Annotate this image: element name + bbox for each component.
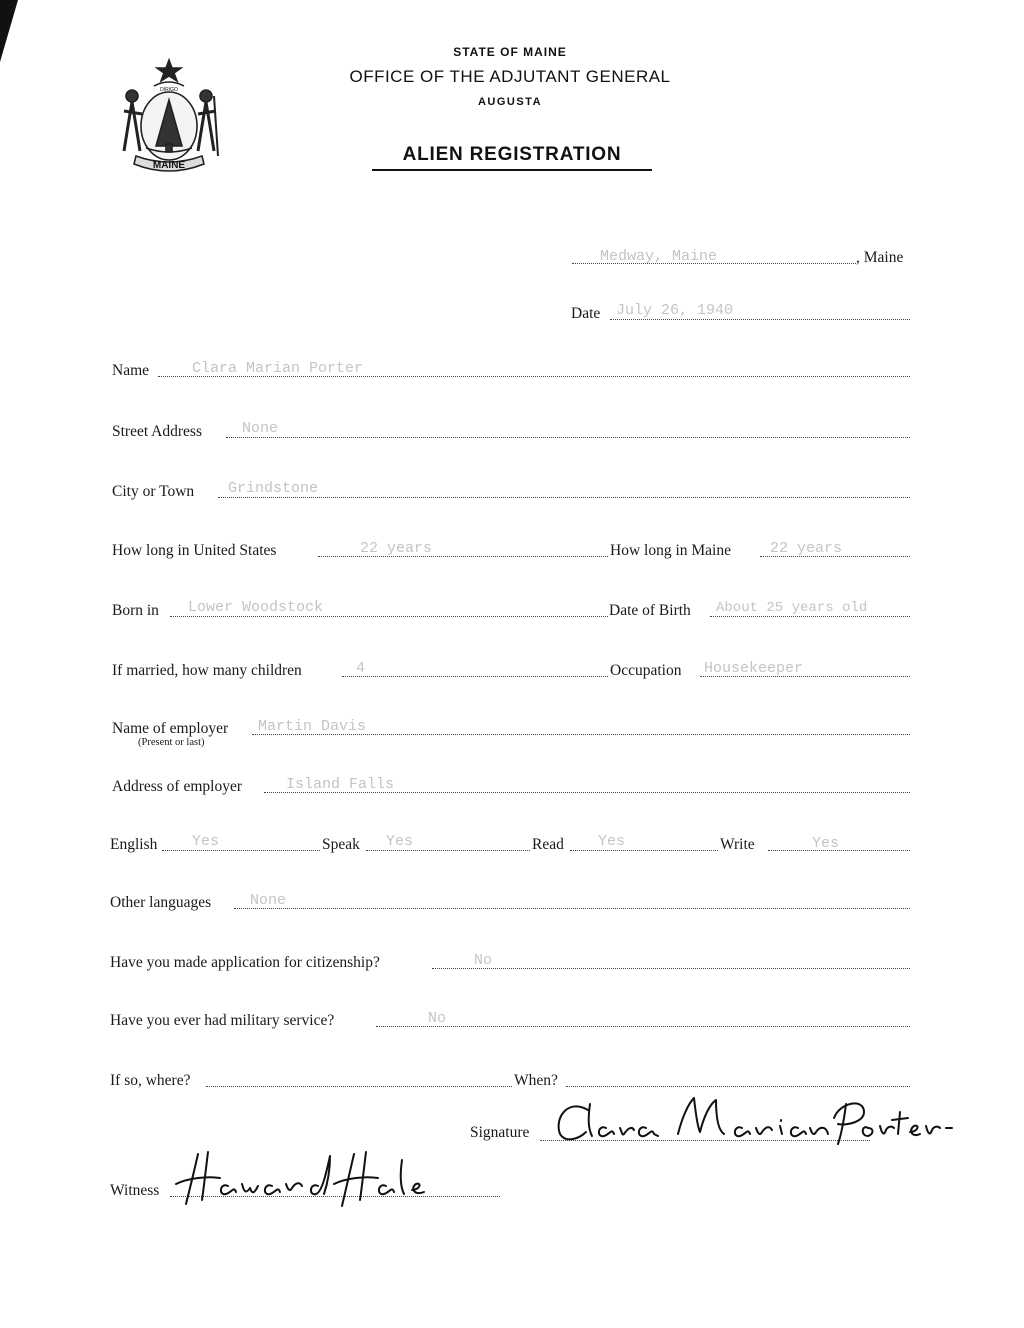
town-value: Medway, Maine — [600, 248, 718, 265]
other-languages-label: Other languages — [110, 894, 212, 911]
header-office: OFFICE OF THE ADJUTANT GENERAL — [349, 67, 671, 86]
military-label: Have you ever had military service? — [110, 1012, 335, 1029]
date-label: Date — [571, 305, 601, 322]
street-value: None — [242, 420, 279, 437]
name-label: Name — [112, 362, 150, 379]
employer-address-value: Island Falls — [286, 776, 395, 793]
speak-value: Yes — [386, 833, 414, 850]
street-line — [226, 437, 910, 438]
witness-handwriting — [168, 1144, 468, 1216]
speak-line — [366, 850, 530, 851]
employer-address-label: Address of employer — [112, 778, 242, 795]
where-label: If so, where? — [110, 1072, 191, 1089]
dob-line — [710, 616, 910, 617]
form-title: ALIEN REGISTRATION — [372, 144, 652, 171]
header-state: STATE OF MAINE — [453, 45, 567, 59]
date-value: July 26, 1940 — [616, 302, 734, 319]
seal-motto: DIRIGO — [160, 87, 178, 93]
us-years-label: How long in United States — [112, 542, 277, 559]
military-value: No — [428, 1010, 447, 1027]
town-suffix: , Maine — [856, 249, 904, 266]
citizenship-label: Have you made application for citizenship? — [110, 954, 380, 971]
military-line — [376, 1026, 910, 1027]
read-label: Read — [532, 836, 564, 853]
maine-state-seal — [114, 56, 224, 186]
city-line — [218, 497, 910, 498]
employer-sublabel: (Present or last) — [138, 737, 205, 748]
signature-handwriting — [548, 1088, 968, 1158]
employer-label: Name of employer — [112, 720, 229, 737]
seal-text: MAINE — [152, 160, 186, 171]
citizenship-value: No — [474, 952, 493, 969]
english-value: Yes — [192, 833, 220, 850]
occupation-label: Occupation — [610, 662, 682, 679]
when-line — [566, 1086, 910, 1087]
name-value: Clara Marian Porter — [192, 360, 364, 377]
children-value: 4 — [356, 660, 366, 677]
employer-value: Martin Davis — [258, 718, 367, 735]
city-value: Grindstone — [228, 480, 319, 497]
maine-years-value: 22 years — [770, 540, 843, 557]
maine-years-label: How long in Maine — [610, 542, 731, 559]
read-value: Yes — [598, 833, 626, 850]
english-label: English — [110, 836, 158, 853]
english-line — [162, 850, 320, 851]
write-label: Write — [720, 836, 755, 853]
occupation-value: Housekeeper — [704, 660, 804, 677]
us-years-value: 22 years — [360, 540, 433, 557]
other-languages-line — [234, 908, 910, 909]
children-label: If married, how many children — [112, 662, 302, 679]
other-languages-value: None — [250, 892, 287, 909]
header-city: AUGUSTA — [477, 96, 543, 108]
date-line — [610, 319, 910, 320]
born-label: Born in — [112, 602, 159, 619]
city-label: City or Town — [112, 483, 195, 500]
witness-label: Witness — [110, 1182, 160, 1199]
when-label: When? — [514, 1072, 558, 1089]
read-line — [570, 850, 718, 851]
citizenship-line — [432, 968, 910, 969]
where-line — [206, 1086, 512, 1087]
street-label: Street Address — [112, 423, 202, 440]
signature-label: Signature — [470, 1124, 530, 1141]
scan-corner — [0, 0, 18, 62]
born-value: Lower Woodstock — [188, 599, 324, 616]
write-value: Yes — [812, 835, 840, 852]
children-line — [342, 676, 608, 677]
speak-label: Speak — [322, 836, 360, 853]
dob-label: Date of Birth — [609, 602, 691, 619]
dob-value: About 25 years old — [716, 600, 868, 616]
born-line — [170, 616, 608, 617]
